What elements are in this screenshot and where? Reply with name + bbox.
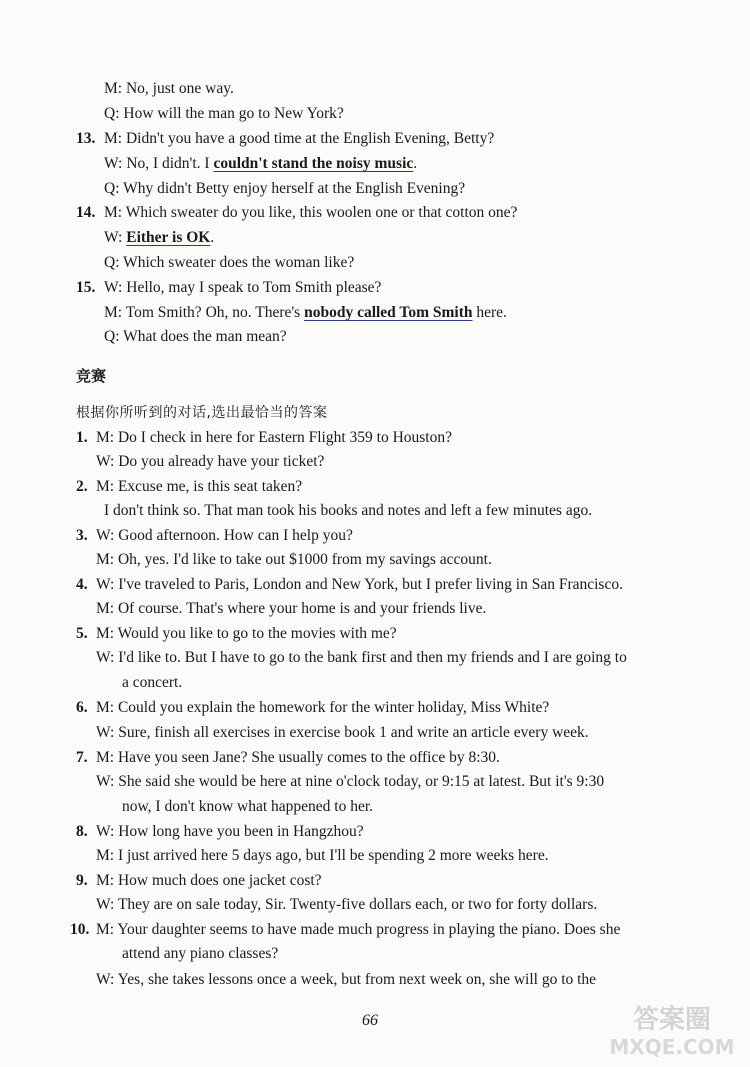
dialog-line: W: Sure, finish all exercises in exercise book 1 and write an article every week. (96, 724, 589, 741)
dialog-line (104, 228, 214, 248)
dialog-text: . (413, 155, 418, 172)
item-number: 5. (76, 625, 88, 642)
dialog-text: Hello, may I speak to Tom Smith please? (126, 279, 382, 296)
dialog-text: No, just one way. (125, 80, 234, 97)
speaker-label: M: (104, 130, 123, 147)
dialog-line: a concert. (122, 674, 183, 691)
dialog-line: M: I just arrived here 5 days ago, but I'll be spending 2 more weeks here. (96, 847, 549, 864)
dialog-text: How will the man go to New York? (123, 105, 344, 122)
item-number: 3. (76, 527, 88, 544)
speaker-label: Q: (104, 180, 120, 197)
dialog-line (104, 154, 417, 174)
dialog-text: Which sweater does the woman like? (123, 254, 355, 271)
dialog-text: Tom Smith? Oh, no. There's (125, 304, 305, 321)
speaker-label: Q: (104, 105, 120, 122)
item-number: 2. (76, 478, 88, 495)
watermark-bottom: MXQE.COM (609, 1035, 735, 1059)
dialog-text: No, I didn't. I (126, 155, 214, 172)
watermark-top: 答案圈 (632, 1005, 712, 1035)
dialog-line (104, 104, 344, 124)
speaker-label: Q: (104, 254, 120, 271)
dialog-text: Didn't you have a good time at the English Evening, Betty? (125, 130, 495, 147)
dialog-line: I don't think so. That man took his books and notes and left a few minutes ago. (104, 502, 593, 519)
dialog-line: now, I don't know what happened to her. (122, 798, 374, 815)
dialog-line: W: Yes, she takes lessons once a week, but from next week on, she will go to the (96, 971, 597, 988)
dialog-line: M: Would you like to go to the movies with me? (96, 625, 397, 642)
watermark-logo (605, 1000, 740, 1062)
speaker-label: W: (104, 229, 123, 246)
dialog-line: M: Of course. That's where your home is and your friends live. (96, 600, 487, 617)
dialog-line: W: How long have you been in Hangzhou? (96, 823, 364, 840)
item-number: 10. (70, 921, 90, 938)
speaker-label: M: (104, 204, 123, 221)
dialog-text: . (210, 229, 215, 246)
dialog-line: W: They are on sale today, Sir. Twenty-five dollars each, or two for forty dollars. (96, 896, 598, 913)
dialog-line: M: Your daughter seems to have made much progress in playing the piano. Does she (96, 921, 621, 938)
dialog-line: W: I've traveled to Paris, London and New York, but I prefer living in San Francisco. (96, 576, 623, 593)
dialog-line (104, 79, 234, 99)
dialog-text: What does the man mean? (123, 328, 287, 345)
dialog-text: Which sweater do you like, this woolen one or that cotton one? (125, 204, 518, 221)
speaker-label: W: (104, 279, 123, 296)
item-number: 13. (76, 130, 96, 147)
dialog-line: W: I'd like to. But I have to go to the bank first and then my friends and I are going to (96, 649, 627, 666)
item-number: 8. (76, 823, 88, 840)
dialog-line: M: How much does one jacket cost? (96, 872, 322, 889)
item-number: 6. (76, 699, 88, 716)
section-heading: 竞赛 (76, 367, 107, 385)
item-number: 7. (76, 749, 88, 766)
speaker-label: W: (104, 155, 123, 172)
dialog-line: M: Have you seen Jane? She usually comes to the office by 8:30. (96, 749, 500, 766)
item-number: 4. (76, 576, 88, 593)
dialog-text: Why didn't Betty enjoy herself at the English Evening? (123, 180, 466, 197)
dialog-line: M: Could you explain the homework for the winter holiday, Miss White? (96, 699, 550, 716)
page-number: 66 (362, 1012, 378, 1029)
dialog-text: here. (472, 304, 507, 321)
dialog-line: W: Do you already have your ticket? (96, 453, 325, 470)
item-number: 15. (76, 279, 96, 296)
dialog-line: attend any piano classes? (122, 945, 279, 962)
dialog-line (104, 129, 494, 149)
dialog-line (104, 179, 465, 199)
dialog-line: W: She said she would be here at nine o'clock today, or 9:15 at latest. But it's 9:30 (96, 773, 605, 790)
dialog-line (104, 203, 517, 223)
speaker-label: M: (104, 304, 123, 321)
instruction-text: 根据你所听到的对话,选出最恰当的答案 (76, 405, 328, 421)
speaker-label: Q: (104, 328, 120, 345)
dialog-line (104, 253, 354, 273)
item-number: 1. (76, 429, 88, 446)
answer-highlight: Either is OK (126, 229, 211, 246)
dialog-line: M: Do I check in here for Eastern Flight 359 to Houston? (96, 429, 452, 446)
answer-highlight: couldn't stand the noisy music (213, 155, 414, 172)
dialog-line (104, 278, 381, 298)
dialog-line: W: Good afternoon. How can I help you? (96, 527, 353, 544)
dialog-line: M: Oh, yes. I'd like to take out $1000 from my savings account. (96, 551, 492, 568)
speaker-label: M: (104, 80, 123, 97)
item-number: 14. (76, 204, 96, 221)
item-number: 9. (76, 872, 88, 889)
dialog-line: M: Excuse me, is this seat taken? (96, 478, 303, 495)
answer-highlight: nobody called Tom Smith (304, 304, 473, 321)
dialog-line (104, 327, 287, 347)
dialog-line (104, 303, 507, 323)
